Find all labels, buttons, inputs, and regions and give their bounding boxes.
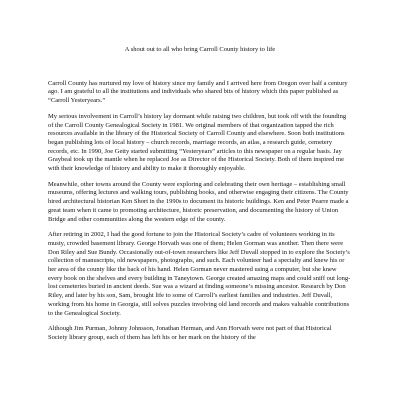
paragraph-4: After retiring in 2002, I had the good fortune to join the Historical Society’s cadre of volunteers working in its musty, crowded basement library. George Horvath was one of them; Helen Gorman was another. Then there were Don Riley and Sue Bundy. Occasionally out-of-town researchers like Jeff Duvall stopped in to explore the Society’s collection of manuscripts, old newspapers, photographs, and such. Each volunteer had a specialty and knew his or her area of the county like the back of his hand. Helen Gorman never mastered using a computer, but she knew every book on the shelves and every building in Taneytown. George created amazing maps and could sniff out long-lost cemeteries buried in ancient deeds. Sue was a wizard at finding someone’s missing ancestor. Research by Don Riley, and later by his son, Sam, brought life to some of Carroll’s earliest families and industries. Jeff Duvall, working from his home in Georgia, still solves puzzles involving old land records and makes valuable contributions to the Genealogical Society. xyxy=(48,231,351,317)
paragraph-5: Although Jim Purman, Johnny Johnsson, Jonathan Herman, and Ann Horvath were not part of that Historical Society library group, each of them has left his or her mark on the history of the xyxy=(48,325,332,341)
document-title: A shout out to all who bring Carroll County history to life xyxy=(124,46,276,53)
paragraph-2: My serious involvement in Carroll’s history lay dormant while raising two children, but took off with the founding of the Carroll County Genealogical Society in 1981. We original members of that organization tapped the rich resources available in the library of the Historical Society of Carroll County and elsewhere. Soon both institutions began publishing lots of local history – church records, marriage records, an atlas, a research guide, cemetery records, etc. In 1990, Joe Getty started submitting “Yesteryears” articles to this newspaper on a regular basis. Jay Graybeal took up the mantle when he replaced Joe as Director of the Historical Society. Both of them inspired me with their knowledge of history and ability to make it thoroughly enjoyable. xyxy=(48,112,347,173)
paragraph-1: Carroll County has nurtured my love of history since my family and I arrived here from Oregon over half a century ago. I am grateful to all the institutions and individuals who shared bits of history which this paper published as “Carroll Yesteryears.” xyxy=(48,79,348,105)
paragraph-3: Meanwhile, other towns around the County were exploring and celebrating their own heritage – establishing small museums, offering lectures and walking tours, publishing books, and otherwise engaging their citizens. The County hired architectural historian Ken Short in the 1990s to document its historic buildings. Ken and Peter Pearre made a great team when it came to promoting architecture, historic preservation, and documenting the history of Union Bridge and other communities along the western edge of the county. xyxy=(48,180,349,223)
